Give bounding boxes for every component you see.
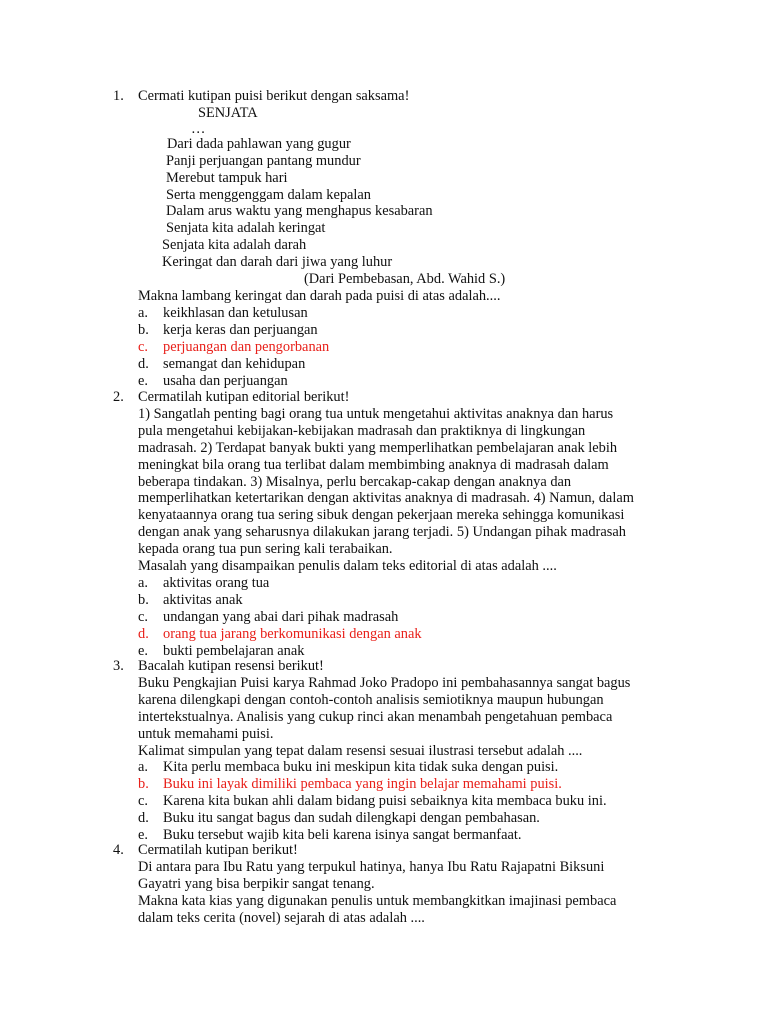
passage-line: karena dilengkapi dengan contoh-contoh analisis semiotiknya maupun hubungan xyxy=(138,691,604,708)
option-letter: b. xyxy=(138,776,149,793)
option-a[interactable] xyxy=(138,759,683,776)
option-text: usaha dan perjuangan xyxy=(163,372,288,389)
option-text: orang tua jarang berkomunikasi dengan anak xyxy=(163,625,422,642)
passage-line: Gayatri yang bisa berpikir sangat tenang. xyxy=(138,875,375,892)
poem-title: SENJATA xyxy=(198,104,258,121)
question-4 xyxy=(113,842,683,927)
option-text: kerja keras dan perjuangan xyxy=(163,321,318,338)
poem-line: Serta menggenggam dalam kepalan xyxy=(166,186,371,203)
poem-line: Dari dada pahlawan yang gugur xyxy=(167,135,351,152)
question-prompt: Cermatilah kutipan editorial berikut! xyxy=(138,389,350,405)
passage-line: madrasah. 2) Terdapat banyak bukti yang memperlihatkan pembelajaran anak lebih xyxy=(138,439,618,456)
option-c[interactable] xyxy=(138,793,683,810)
poem-ellipsis: … xyxy=(191,120,206,137)
question-prompt: Bacalah kutipan resensi berikut! xyxy=(138,658,324,674)
option-letter: d. xyxy=(138,810,149,827)
question-number: 4. xyxy=(113,842,124,858)
option-text: Buku tersebut wajib kita beli karena isinya sangat bermanfaat. xyxy=(163,827,522,844)
poem-line: Senjata kita adalah darah xyxy=(162,237,307,254)
option-letter: a. xyxy=(138,759,148,776)
passage-line: meningkat bila orang tua terlibat dalam membimbing anaknya di madrasah dalam xyxy=(138,456,609,473)
review-passage xyxy=(138,675,683,743)
option-c[interactable] xyxy=(138,609,683,626)
option-d[interactable] xyxy=(138,356,683,373)
option-letter: a. xyxy=(138,574,148,591)
poem-source: (Dari Pembebasan, Abd. Wahid S.) xyxy=(304,271,506,288)
option-letter: b. xyxy=(138,591,149,608)
option-c-correct-answer[interactable] xyxy=(138,339,683,356)
passage-line: Buku Pengkajian Puisi karya Rahmad Joko Pradopo ini pembahasannya sangat bagus xyxy=(138,674,631,691)
option-letter: b. xyxy=(138,321,149,338)
option-text: Buku itu sangat bagus dan sudah dilengkapi dengan pembahasan. xyxy=(163,810,540,827)
passage-line: dengan anak yang seharusnya dilakukan jarang terjadi. 5) Undangan pihak madrasah xyxy=(138,524,626,541)
poem-line: Merebut tampuk hari xyxy=(166,169,288,186)
option-b[interactable] xyxy=(138,322,683,339)
passage-line: untuk memahami puisi. xyxy=(138,725,274,742)
passage-line: kepada orang tua pun sering kali terabaikan. xyxy=(138,541,393,558)
editorial-passage xyxy=(138,406,683,558)
option-text: semangat dan kehidupan xyxy=(163,355,306,372)
option-letter: d. xyxy=(138,625,149,642)
question-2 xyxy=(113,389,683,660)
question-number: 2. xyxy=(113,389,124,405)
question-3 xyxy=(113,658,683,844)
option-text: Kita perlu membaca buku ini meskipun kita tidak suka dengan puisi. xyxy=(163,759,559,776)
option-text: Karena kita bukan ahli dalam bidang puisi sebaiknya kita membaca buku ini. xyxy=(163,793,607,810)
option-a[interactable] xyxy=(138,305,683,322)
novel-passage xyxy=(138,859,683,927)
question-prompt: Cermatilah kutipan berikut! xyxy=(138,842,298,858)
passage-line: beberapa tindakan. 3) Misalnya, perlu bercakap-cakap dengan anaknya dan xyxy=(138,473,572,490)
poem xyxy=(138,105,683,288)
option-letter: c. xyxy=(138,608,148,625)
passage-line: kenyataannya orang tua sering sibuk dengan pekerjaan mereka sehingga komunikasi xyxy=(138,507,625,524)
passage-line: Makna kata kias yang digunakan penulis untuk membangkitkan imajinasi pembaca xyxy=(138,892,617,909)
question-1 xyxy=(113,88,683,389)
poem-line: Panji perjuangan pantang mundur xyxy=(166,152,361,169)
option-letter: e. xyxy=(138,372,148,389)
poem-line: Dalam arus waktu yang menghapus kesabaran xyxy=(166,203,433,220)
question-text: Kalimat simpulan yang tepat dalam resensi sesuai ilustrasi tersebut adalah .... xyxy=(138,742,583,759)
passage-line: pula mengetahui kebijakan-kebijakan madrasah dan praktiknya di lingkungan xyxy=(138,422,586,439)
option-letter: a. xyxy=(138,304,148,321)
question-text: Makna lambang keringat dan darah pada puisi di atas adalah.... xyxy=(138,287,501,304)
passage-line: dalam teks cerita (novel) sejarah di atas adalah .... xyxy=(138,909,425,926)
poem-line: Keringat dan darah dari jiwa yang luhur xyxy=(162,254,393,271)
option-d-correct-answer[interactable] xyxy=(138,626,683,643)
question-prompt: Cermati kutipan puisi berikut dengan saksama! xyxy=(138,88,410,104)
option-b[interactable] xyxy=(138,592,683,609)
option-e[interactable] xyxy=(138,643,683,660)
option-letter: e. xyxy=(138,642,148,659)
option-e[interactable] xyxy=(138,373,683,390)
question-number: 1. xyxy=(113,88,124,104)
option-text: keikhlasan dan ketulusan xyxy=(163,304,308,321)
option-letter: d. xyxy=(138,355,149,372)
option-text: aktivitas orang tua xyxy=(163,574,270,591)
option-a[interactable] xyxy=(138,575,683,592)
option-letter: c. xyxy=(138,338,148,355)
question-number: 3. xyxy=(113,658,124,674)
option-text: Buku ini layak dimiliki pembaca yang ingin belajar memahami puisi. xyxy=(163,776,562,793)
passage-line: 1) Sangatlah penting bagi orang tua untuk mengetahui aktivitas anaknya dan harus xyxy=(138,405,614,422)
option-letter: e. xyxy=(138,827,148,844)
option-text: bukti pembelajaran anak xyxy=(163,642,305,659)
passage-line: intertekstualnya. Analisis yang cukup rinci akan menambah pengetahuan pembaca xyxy=(138,708,613,725)
option-b-correct-answer[interactable] xyxy=(138,776,683,793)
passage-line: memperlihatkan ketertarikan dengan aktivitas anaknya di madrasah. 4) Namun, dalam xyxy=(138,490,634,507)
option-text: aktivitas anak xyxy=(163,591,243,608)
option-text: undangan yang abai dari pihak madrasah xyxy=(163,608,399,625)
poem-line: Senjata kita adalah keringat xyxy=(166,220,326,237)
option-letter: c. xyxy=(138,793,148,810)
question-text: Masalah yang disampaikan penulis dalam teks editorial di atas adalah .... xyxy=(138,558,557,575)
option-text: perjuangan dan pengorbanan xyxy=(163,338,330,355)
passage-line: Di antara para Ibu Ratu yang terpukul hatinya, hanya Ibu Ratu Rajapatni Biksuni xyxy=(138,858,605,875)
option-d[interactable] xyxy=(138,810,683,827)
